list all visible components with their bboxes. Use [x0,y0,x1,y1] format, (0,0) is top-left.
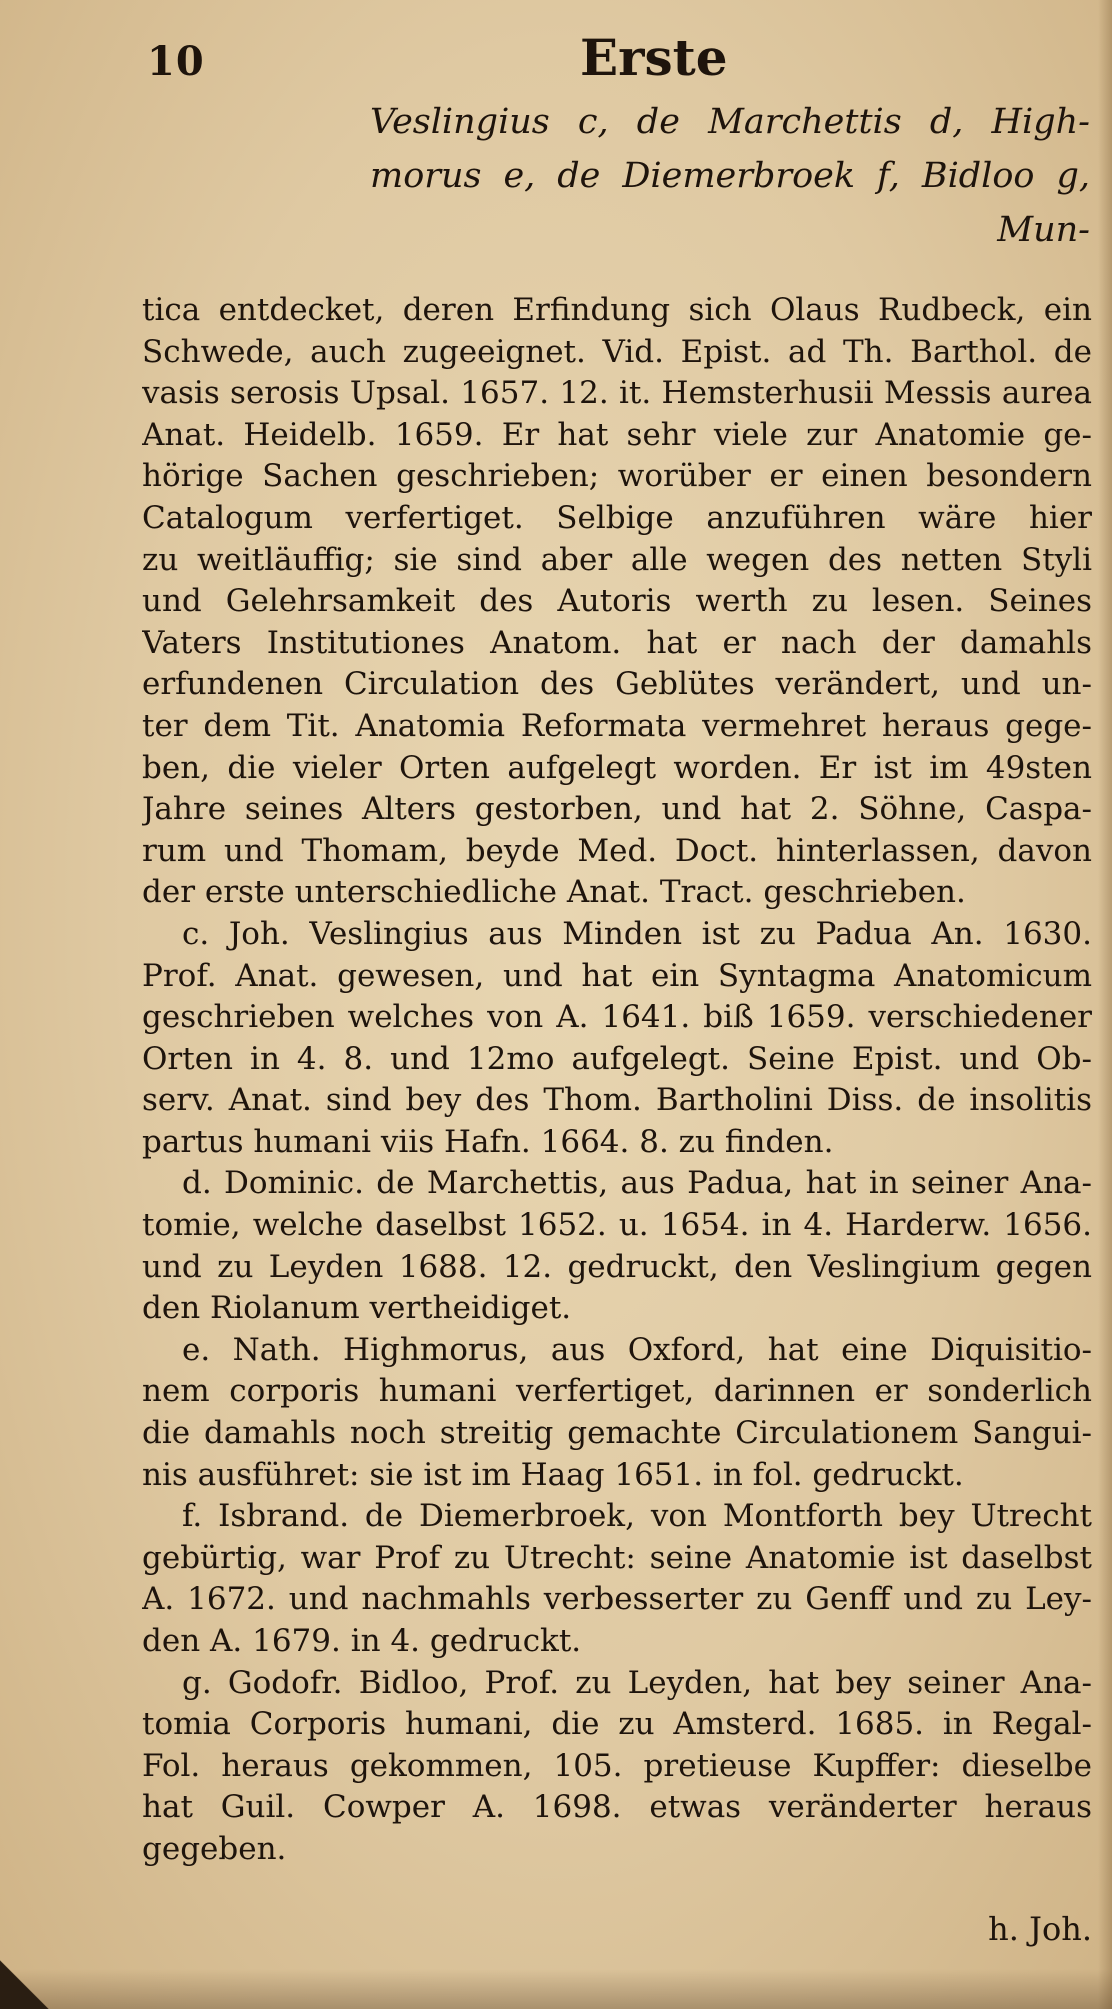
note-e-line: nis ausführet: sie ist im Haag 1651. in fol. gedruckt. [142,1456,964,1493]
note-c-line: geschrieben welches von A. 1641. biß 1659. verschiedener [142,999,1092,1036]
catchword: h. Joh. [988,1910,1092,1948]
body-line: Catalogum verfertiget. Selbige anzuführen wäre hier [142,499,1092,536]
body-line: rum und Thomam, beyde Med. Doct. hinterlassen, davon [142,832,1092,869]
note-d-line: tomie, welche daselbst 1652. u. 1654. in 4. Harderw. 1656. [142,1207,1092,1244]
continued-list [370,95,1090,257]
note-g-line: g. Godofr. Bidloo, Prof. zu Leyden, hat bey seiner Ana- [182,1664,1092,1701]
page-edge-shadow [1098,0,1112,2009]
top-line: morus e, de Diemerbroek f, Bidloo g, [370,156,1090,196]
top-line-catchword: Mun- [997,210,1090,250]
note-c-line: serv. Anat. sind bey des Thom. Bartholini Diss. de insolitis [142,1082,1092,1119]
body-line: hörige Sachen geschrieben; worüber er einen besondern [142,458,1092,495]
note-f-line: den A. 1679. in 4. gedruckt. [142,1623,582,1659]
note-g-line: hat Guil. Cowper A. 1698. etwas veränderter heraus [142,1789,1092,1826]
note-f-line: A. 1672. und nachmahls verbesserter zu Genff und zu Ley- [142,1581,1092,1618]
note-f-line: gebürtig, war Prof zu Utrecht: seine Anatomie ist daselbst [142,1539,1092,1576]
page-bottom-shadow [0,1969,1112,2009]
body-line: vasis serosis Upsal. 1657. 12. it. Hemsterhusii Messis aurea [142,375,1092,412]
note-c-line: partus humani viis Hafn. 1664. 8. zu finden. [142,1123,834,1160]
note-e-line: e. Nath. Highmorus, aus Oxford, hat eine Diquisitio- [182,1331,1092,1368]
body-line: und Gelehrsamkeit des Autoris werth zu lesen. Seines [142,583,1092,620]
note-g-line: tomia Corporis humani, die zu Amsterd. 1685. in Regal- [142,1706,1092,1743]
note-e-line: die damahls noch streitig gemachte Circulationem Sangui- [142,1415,1092,1452]
page-number: 10 [147,38,205,85]
note-c-line: c. Joh. Veslingius aus Minden ist zu Padua An. 1630. [182,915,1092,952]
body-line: erfundenen Circulation des Geblütes verändert, und un- [142,666,1092,703]
note-c-line: Orten in 4. 8. und 12mo aufgelegt. Seine Epist. und Ob- [142,1040,1092,1077]
body-line: Jahre seines Alters gestorben, und hat 2. Söhne, Caspa- [142,791,1092,828]
page-corner-shadow [0,1949,60,2009]
note-f-line: f. Isbrand. de Diemerbroek, von Montforth bey Utrecht [182,1498,1092,1535]
main-paragraph [142,290,1092,1871]
body-line: zu weitläuffig; sie sind aber alle wegen des netten Styli [142,541,1092,578]
body-line: ter dem Tit. Anatomia Reformata vermehret heraus gege- [142,707,1092,744]
body-line: der erste unterschiedliche Anat. Tract. geschrieben. [142,874,966,911]
note-d-line: d. Dominic. de Marchettis, aus Padua, hat in seiner Ana- [182,1165,1092,1202]
body-line: ben, die vieler Orten aufgelegt worden. Er ist im 49sten [142,749,1092,786]
note-c-line: Prof. Anat. gewesen, und hat ein Syntagma Anatomicum [142,957,1092,994]
note-d-line: und zu Leyden 1688. 12. gedruckt, den Veslingium gegen [142,1248,1092,1285]
note-e-line: nem corporis humani verfertiget, darinnen er sonderlich [142,1373,1092,1410]
note-g-line: gegeben. [142,1830,287,1867]
body-line: Vaters Institutiones Anatom. hat er nach der damahls [142,624,1092,661]
body-line: tica entdecket, deren Erfindung sich Olaus Rudbeck, ein [142,292,1092,328]
running-head: Erste [580,28,728,87]
note-d-line: den Riolanum vertheidiget. [142,1290,572,1327]
note-g-line: Fol. heraus gekommen, 105. pretieuse Kupffer: dieselbe [142,1747,1092,1784]
body-line: Schwede, auch zugeeignet. Vid. Epist. ad Th. Barthol. de [142,333,1092,370]
body-line: Anat. Heidelb. 1659. Er hat sehr viele zur Anatomie ge- [142,416,1092,453]
top-line: Veslingius c, de Marchettis d, High- [370,102,1090,142]
